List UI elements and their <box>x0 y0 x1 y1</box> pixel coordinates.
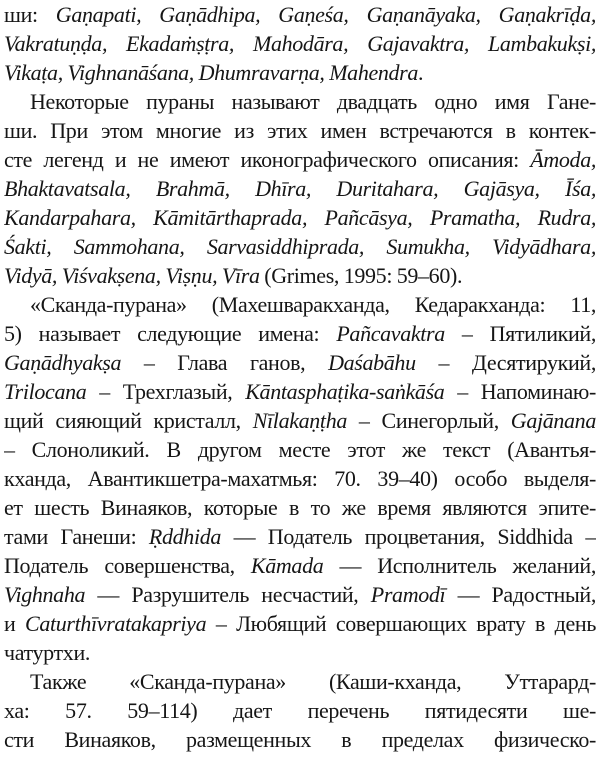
italic-term: Vidyā, Viśvakṣena, Viṣṇu, Vīra <box>4 263 260 288</box>
text-run: – Пятиликий, <box>444 321 596 346</box>
text-run: 5) называет следующие имена: <box>4 321 337 346</box>
text-run: Также «Сканда-пурана» (Каши-кханда, Уттарард- <box>30 669 596 694</box>
italic-term: Āmoda, <box>530 147 596 172</box>
text-run: сти Винаяков, размещенных в пределах физическо- <box>4 727 596 752</box>
text-line <box>4 551 596 580</box>
text-run: сте легенд и не имеют иконографического описания: <box>4 147 531 172</box>
text-run: ет шесть Винаяков, которые в то же время являются эпите- <box>4 495 596 520</box>
italic-term: Vikaṭa, Vighnanāśana, Dhumravarṇa, Mahendra <box>4 60 419 85</box>
text-line <box>4 0 596 29</box>
text-run: чатуртхи. <box>4 640 91 665</box>
text-line <box>4 406 596 435</box>
text-run: – Любящий совершающих врату в день <box>206 611 596 636</box>
text-run: Некоторые пураны называют двадцать одно имя Гане- <box>30 89 596 114</box>
italic-term: Gaṇādhyakṣa <box>4 350 122 375</box>
text-run: кханда, Авантикшетра-махатмья: 70. 39–40) особо выделя- <box>4 466 596 491</box>
italic-term: Kāmada <box>250 553 324 578</box>
text-run: – Синегорлый, <box>347 408 511 433</box>
italic-term: Kandarpahara, Kāmitārthaprada, Pañcāsya, Pramatha, Rudra, <box>4 205 596 230</box>
italic-term: Vakratuṇḍa, Ekadaṁṣṭra, Mahodāra, Gajavaktra, Lambakukṣi, <box>4 31 596 56</box>
text-run: — Исполнитель желаний, <box>323 553 596 578</box>
text-run: ши. При этом многие из этих имен встречаются в контек- <box>4 118 596 143</box>
text-run: тами Ганеши: <box>4 524 149 549</box>
text-run: ши: <box>4 2 56 27</box>
text-run: – Напоминаю- <box>444 379 596 404</box>
italic-term: Vighnaha <box>4 582 86 607</box>
text-line <box>4 87 596 116</box>
italic-term: Kāntasphaṭika-saṅkāśa <box>245 379 445 404</box>
italic-term: Śakti, Sammohana, Sarvasiddhiprada, Sumukha, Vidyādhara, <box>4 234 596 259</box>
text-line <box>4 377 596 406</box>
text-line <box>4 464 596 493</box>
italic-term: Pañcavaktra <box>336 321 445 346</box>
text-line <box>4 522 596 551</box>
text-run: щий сияющий кристалл, <box>4 408 253 433</box>
text-line <box>4 29 596 58</box>
italic-term: Trilocana <box>4 379 87 404</box>
text-line <box>4 696 596 725</box>
text-run: и <box>4 611 26 636</box>
text-line <box>4 116 596 145</box>
text-line <box>4 348 596 377</box>
document-page <box>4 0 596 754</box>
text-line <box>4 261 596 290</box>
italic-term: Daśabāhu <box>328 350 416 375</box>
text-run: — Разрушитель несчастий, <box>85 582 371 607</box>
italic-term: Nīlakaṇṭha <box>252 408 347 433</box>
text-run: (Grimes, 1995: 59–60). <box>259 263 463 288</box>
italic-term: Gajānana <box>510 408 596 433</box>
text-run: ха: 57. 59–114) дает перечень пятидесяти ше- <box>4 698 596 723</box>
text-line <box>4 232 596 261</box>
text-line <box>4 609 596 638</box>
text-line <box>4 725 596 754</box>
text-run: — Радостный, <box>445 582 596 607</box>
text-run: – Трехглазый, <box>86 379 246 404</box>
text-run: Податель совершенства, <box>4 553 251 578</box>
italic-term: Bhaktavatsala, Brahmā, Dhīra, Duritahara, Gajāsya, Īśa, <box>4 176 596 201</box>
text-line <box>4 290 596 319</box>
text-line <box>4 174 596 203</box>
text-run: – Глава ганов, <box>121 350 329 375</box>
text-line <box>4 493 596 522</box>
italic-term: Pramodī <box>370 582 446 607</box>
text-line <box>4 580 596 609</box>
text-line <box>4 145 596 174</box>
text-line <box>4 638 596 667</box>
text-run: – Десятирукий, <box>415 350 596 375</box>
text-run: «Сканда-пурана» (Махешваракханда, Кедаракханда: 11, <box>30 292 596 317</box>
text-line <box>4 435 596 464</box>
text-run: . <box>418 60 424 85</box>
italic-term: Caturthīvratakapriya <box>25 611 207 636</box>
text-line <box>4 203 596 232</box>
text-line <box>4 667 596 696</box>
text-line <box>4 58 596 87</box>
italic-term: Gaṇapati, Gaṇādhipa, Gaṇeśa, Gaṇanāyaka, Gaṇakrīḍa, <box>55 2 596 27</box>
text-run: – Слоноликий. В другом месте этот же текст (Авантья- <box>4 437 596 462</box>
italic-term: Ṛddhida <box>148 524 222 549</box>
text-line <box>4 319 596 348</box>
text-run: — Податель процветания, Siddhida – <box>221 524 596 549</box>
